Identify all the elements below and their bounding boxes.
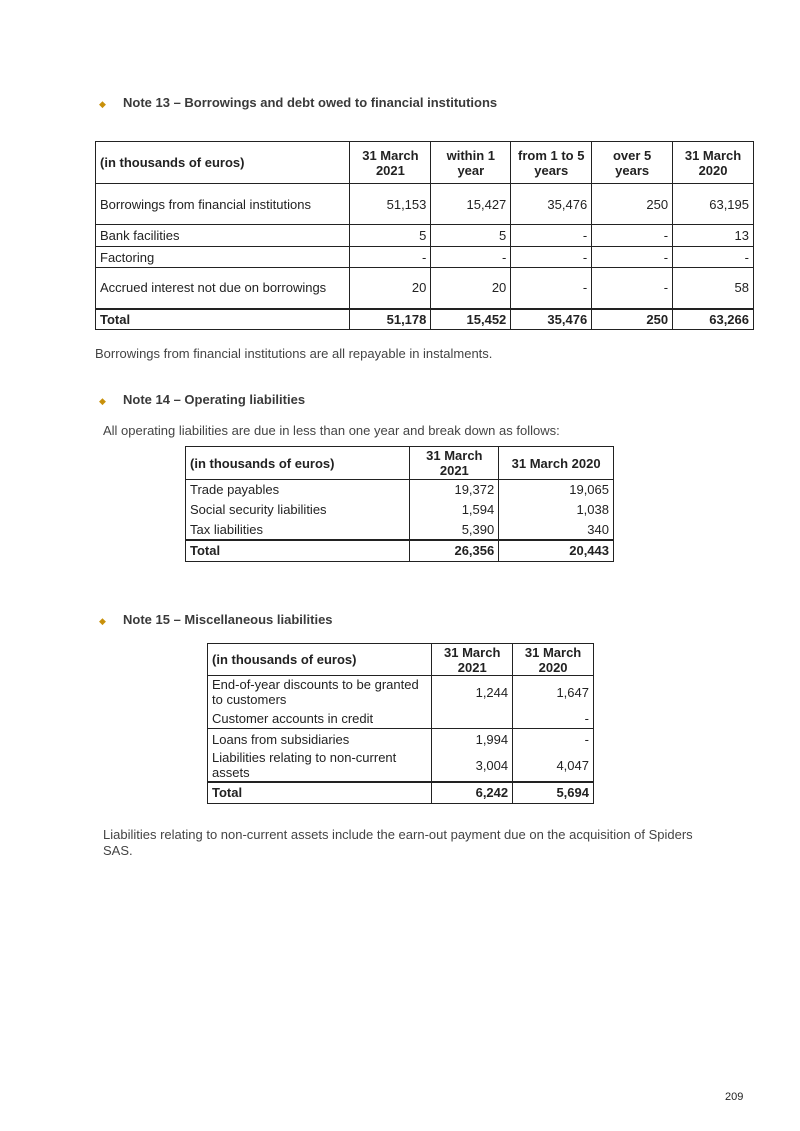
cell: 35,476	[511, 184, 592, 225]
note-15-table	[207, 643, 594, 804]
row-label: Liabilities relating to non-current assets	[208, 750, 432, 782]
cell: 51,153	[350, 184, 431, 225]
header-cell: (in thousands of euros)	[96, 142, 350, 184]
note-15-title: Note 15 – Miscellaneous liabilities	[123, 612, 333, 627]
note-14-heading	[99, 392, 305, 407]
note-14-intro: All operating liabilities are due in less than one year and break down as follows:	[103, 423, 560, 438]
cell: 5,390	[410, 520, 499, 540]
cell: 19,065	[499, 480, 614, 500]
page-number: 209	[725, 1091, 744, 1103]
total-cell: 5,694	[513, 782, 594, 804]
cell: 340	[499, 520, 614, 540]
table-row	[96, 247, 754, 268]
total-cell: 35,476	[511, 309, 592, 330]
total-label: Total	[96, 309, 350, 330]
cell: 5	[350, 225, 431, 247]
header-cell: 31 March 2021	[350, 142, 431, 184]
row-label: Accrued interest not due on borrowings	[96, 268, 350, 309]
cell: -	[511, 225, 592, 247]
header-cell: within 1 year	[431, 142, 511, 184]
note-14-table	[185, 446, 614, 562]
note-13-footnote: Borrowings from financial institutions are all repayable in instalments.	[95, 346, 493, 361]
row-label: Tax liabilities	[186, 520, 410, 540]
diamond-bullet-icon: ◆	[99, 99, 106, 109]
cell: 3,004	[432, 750, 513, 782]
note-13-title: Note 13 – Borrowings and debt owed to financial institutions	[123, 95, 498, 110]
table-row	[208, 709, 594, 729]
cell: 1,244	[432, 676, 513, 709]
row-label: Bank facilities	[96, 225, 350, 247]
row-label: Factoring	[96, 247, 350, 268]
cell: -	[592, 225, 673, 247]
cell: -	[511, 268, 592, 309]
row-label: Borrowings from financial institutions	[96, 184, 350, 225]
cell: -	[511, 247, 592, 268]
table-header-row	[96, 142, 754, 184]
header-cell: 31 March 2021	[410, 447, 499, 480]
cell: 58	[673, 268, 754, 309]
header-cell: 31 March 2021	[432, 644, 513, 676]
header-cell: (in thousands of euros)	[208, 644, 432, 676]
note-13-table	[95, 141, 754, 330]
cell: 1,647	[513, 676, 594, 709]
note-15-heading	[99, 612, 333, 627]
total-cell: 6,242	[432, 782, 513, 804]
note-14-title: Note 14 – Operating liabilities	[123, 392, 306, 407]
table-total-row	[186, 540, 614, 562]
cell: 20	[350, 268, 431, 309]
header-cell: 31 March 2020	[499, 447, 614, 480]
row-label: Trade payables	[186, 480, 410, 500]
table-row	[186, 480, 614, 500]
row-label: Customer accounts in credit	[208, 709, 432, 729]
table-row	[96, 225, 754, 247]
total-label: Total	[208, 782, 432, 804]
cell: -	[513, 709, 594, 729]
total-cell: 20,443	[499, 540, 614, 562]
cell	[432, 709, 513, 729]
table-row	[186, 520, 614, 540]
cell: 250	[592, 184, 673, 225]
diamond-bullet-icon: ◆	[99, 616, 106, 626]
cell: 20	[431, 268, 511, 309]
note-13-heading	[99, 95, 497, 110]
table-header-row	[208, 644, 594, 676]
cell: 63,195	[673, 184, 754, 225]
table-row	[208, 676, 594, 709]
table-header-row	[186, 447, 614, 480]
total-cell: 250	[592, 309, 673, 330]
header-cell: over 5 years	[592, 142, 673, 184]
cell: 19,372	[410, 480, 499, 500]
total-cell: 51,178	[350, 309, 431, 330]
total-cell: 63,266	[673, 309, 754, 330]
table-total-row	[96, 309, 754, 330]
cell: 15,427	[431, 184, 511, 225]
total-cell: 15,452	[431, 309, 511, 330]
cell: 1,038	[499, 500, 614, 520]
table-row	[208, 729, 594, 750]
table-total-row	[208, 782, 594, 804]
cell: 5	[431, 225, 511, 247]
cell: -	[673, 247, 754, 268]
row-label: Social security liabilities	[186, 500, 410, 520]
row-label: End-of-year discounts to be granted to customers	[208, 676, 432, 709]
table-row	[208, 750, 594, 782]
cell: 1,994	[432, 729, 513, 750]
table-row	[96, 268, 754, 309]
cell: -	[592, 247, 673, 268]
total-cell: 26,356	[410, 540, 499, 562]
cell: -	[431, 247, 511, 268]
cell: -	[592, 268, 673, 309]
total-label: Total	[186, 540, 410, 562]
cell: 1,594	[410, 500, 499, 520]
diamond-bullet-icon: ◆	[99, 396, 106, 406]
cell: -	[350, 247, 431, 268]
header-cell: 31 March 2020	[513, 644, 594, 676]
cell: 13	[673, 225, 754, 247]
note-15-footnote: Liabilities relating to non-current assets include the earn-out payment due on the acquisition of Spiders SAS.	[103, 827, 693, 858]
table-row	[96, 184, 754, 225]
table-row	[186, 500, 614, 520]
header-cell: 31 March 2020	[673, 142, 754, 184]
cell: 4,047	[513, 750, 594, 782]
header-cell: (in thousands of euros)	[186, 447, 410, 480]
row-label: Loans from subsidiaries	[208, 729, 432, 750]
cell: -	[513, 729, 594, 750]
header-cell: from 1 to 5 years	[511, 142, 592, 184]
